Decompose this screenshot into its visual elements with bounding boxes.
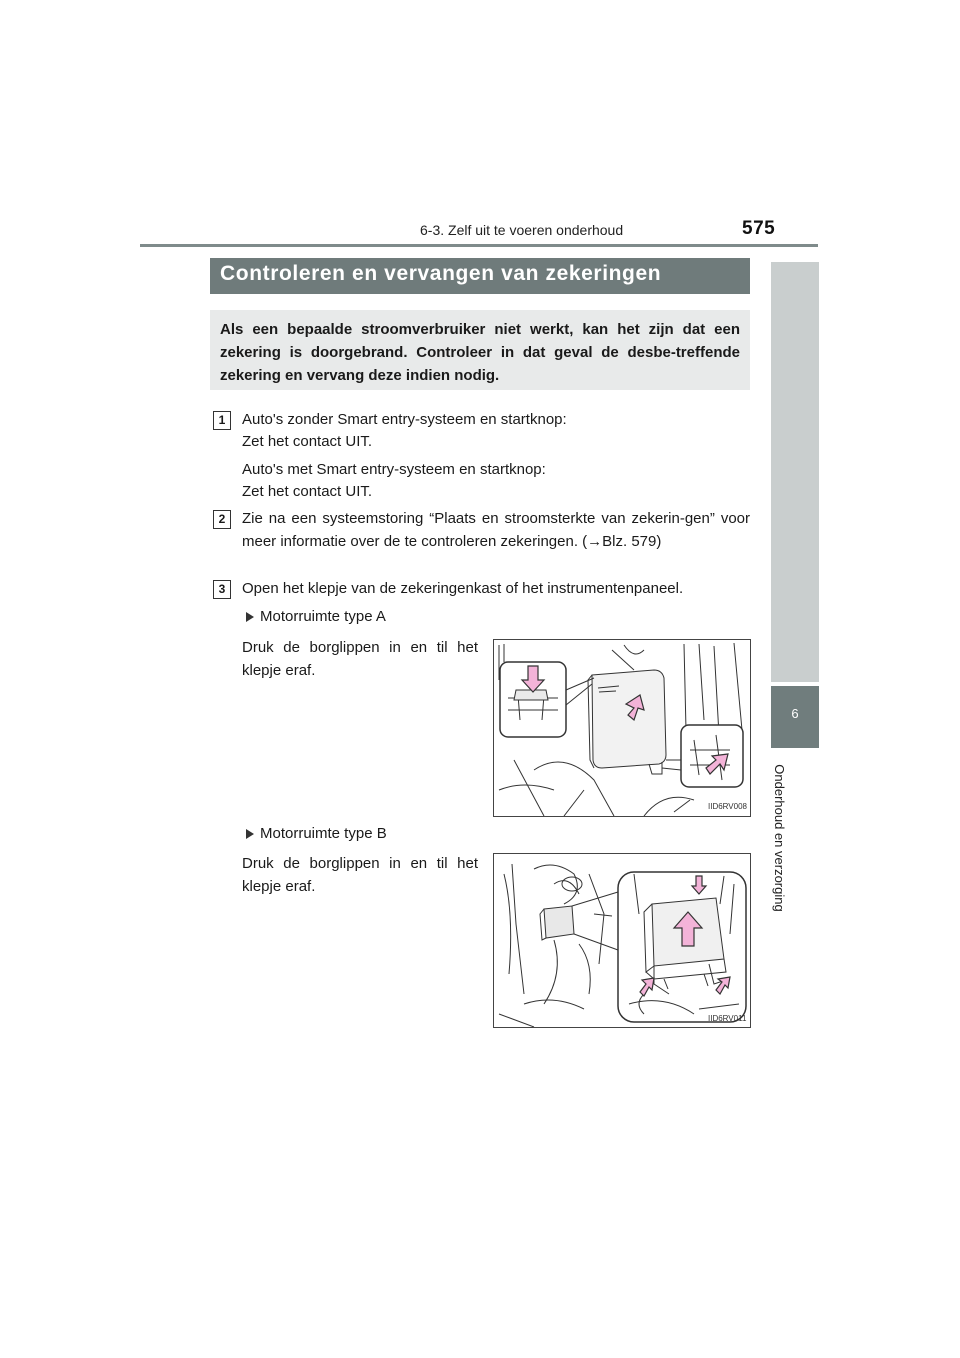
type-b-description: Druk de borglippen in en til het klepje eraf. <box>242 855 478 895</box>
step-1-line-2: Zet het contact UIT. <box>242 433 373 450</box>
bullet-triangle-icon <box>246 829 254 839</box>
step-number-2: 2 <box>213 510 231 529</box>
step-1-line-4: Zet het contact UIT. <box>242 483 373 500</box>
figure-type-a <box>493 639 751 817</box>
figure-code-b: IID6RV011 <box>708 1014 747 1023</box>
step-number-1: 1 <box>213 411 231 430</box>
type-a-description: Druk de borglippen in en til het klepje eraf. <box>242 639 478 679</box>
step-number-3: 3 <box>213 580 231 599</box>
fuse-box-type-b-illustration <box>494 854 750 1027</box>
page-number: 575 <box>742 218 776 239</box>
step-2-text: Zie na een systeemstoring “Plaats en stroomsterkte van zekerin-gen” voor meer informatie over de te controleren zekeringen. (→Blz. 579) <box>242 510 750 550</box>
header-divider <box>140 244 818 247</box>
bullet-triangle-icon <box>246 612 254 622</box>
type-b-label: Motorruimte type B <box>260 825 387 842</box>
figure-type-b <box>493 853 751 1028</box>
figure-code-a: IID6RV008 <box>708 802 747 811</box>
intro-box <box>210 310 750 390</box>
section-header: 6-3. Zelf uit te voeren onderhoud <box>420 222 624 238</box>
intro-text: Als een bepaalde stroomverbruiker niet werkt, kan het zijn dat een zekering is doorgebrand. Controleer in dat geval de desbe-treffende zekering en vervang deze indien nodig. <box>220 321 740 384</box>
section-title: Controleren en vervangen van zekeringen <box>220 262 662 285</box>
step-1-line-3: Auto's met Smart entry-systeem en startknop: <box>242 461 546 478</box>
chapter-tab <box>771 262 819 682</box>
fuse-box-type-a-illustration <box>494 640 750 816</box>
step-3-text: Open het klepje van de zekeringenkast of het instrumentenpaneel. <box>242 580 684 597</box>
step-1-line-1: Auto's zonder Smart entry-systeem en startknop: <box>242 411 567 428</box>
chapter-number: 6 <box>771 686 819 748</box>
section-title-bar <box>210 258 750 294</box>
chapter-title-wrap <box>771 752 819 932</box>
type-a-label: Motorruimte type A <box>260 608 386 625</box>
chapter-title: Onderhoud en verzorging <box>772 764 787 912</box>
